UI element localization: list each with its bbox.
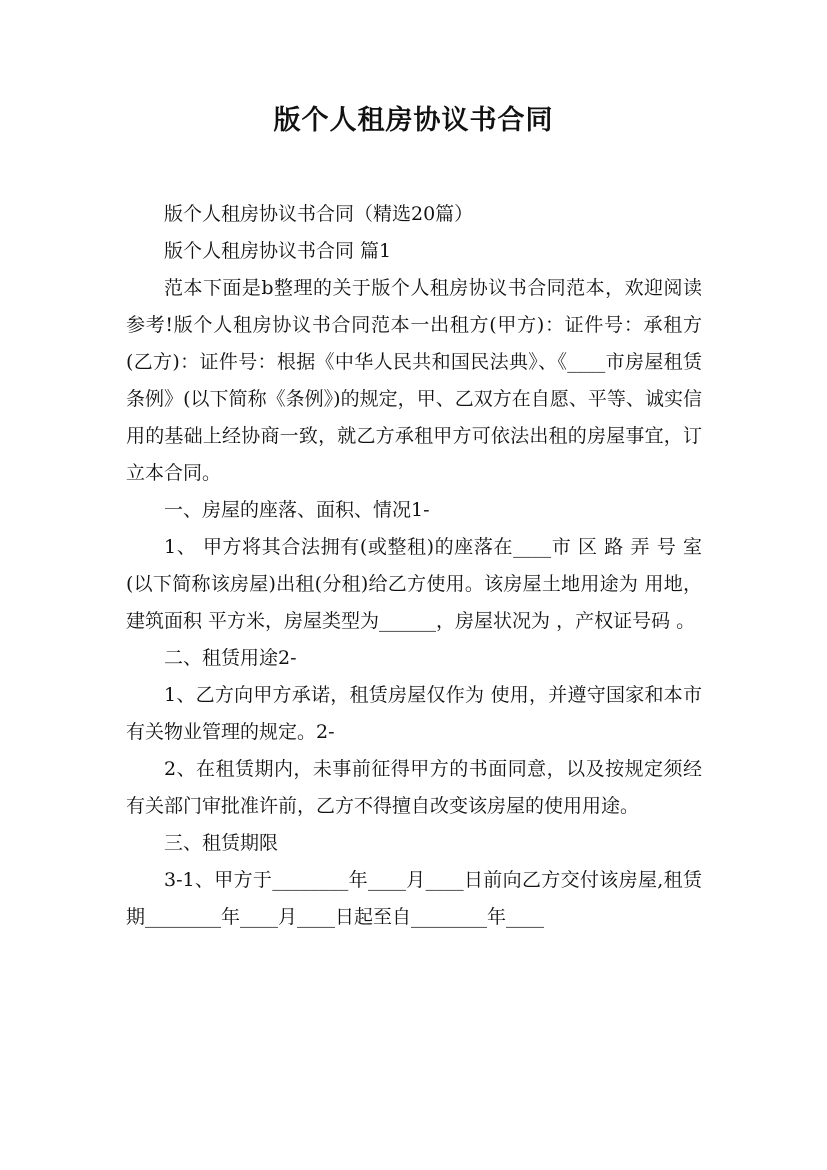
paragraph-section-2-clause-2: 2、在租赁期内，未事前征得甲方的书面同意，以及按规定须经有关部门审批准许前，乙方不得擅自改变该房屋的使用用途。 [126, 758, 702, 817]
paragraph-section-1-heading: 一、房屋的座落、面积、情况1- [164, 499, 430, 521]
paragraph-section-3-clause-1: 3-1、甲方于________年____月____日前向乙方交付该房屋,租赁期________年____月____日起至自________年____ [126, 869, 702, 928]
paragraph-section-label: 版个人租房协议书合同 篇1 [164, 240, 392, 262]
paragraph-section-2-clause-1: 1、乙方向甲方承诺，租赁房屋仅作为 使用，并遵守国家和本市有关物业管理的规定。2- [126, 684, 702, 743]
paragraph-section-2-heading: 二、租赁用途2- [164, 647, 297, 669]
document-title: 版个人租房协议书合同 [273, 105, 554, 136]
document-body [126, 196, 702, 936]
paragraph-section-3-heading: 三、租赁期限 [164, 832, 279, 854]
paragraph-section-1-clause-1: 1、 甲方将其合法拥有(或整租)的座落在____市 区 路 弄 号 室 (以下简称该房屋)出租(分租)给乙方使用。该房屋土地用途为 用地， 建筑面积 平方米，房屋类型为______，房屋状况为 ，产权证号码 。 [126, 536, 702, 632]
paragraph-heading: 版个人租房协议书合同（精选20篇） [164, 203, 474, 225]
paragraph-intro: 范本下面是b整理的关于版个人租房协议书合同范本，欢迎阅读参考!版个人租房协议书合同范本一出租方(甲方)：证件号：承租方(乙方)：证件号：根据《中华人民共和国民法典》、《____市房屋租赁条例》(以下简称《条例》)的规定，甲、乙双方在自愿、平等、诚实信用的基础上经协商一致，就乙方承租甲方可依法出租的房屋事宜，订立本合同。 [126, 277, 702, 484]
